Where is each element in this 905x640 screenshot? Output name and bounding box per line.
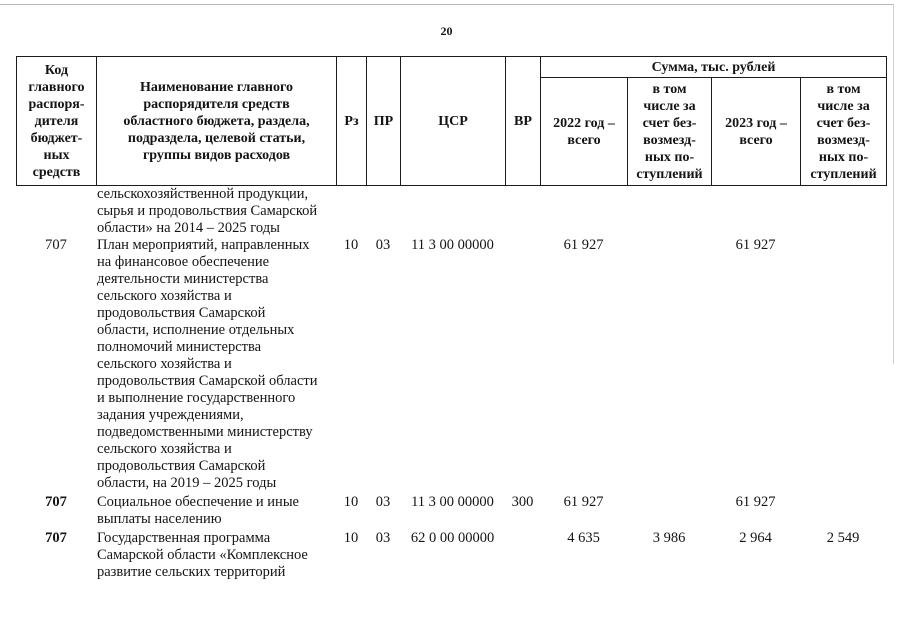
row-name: План мероприятий, направленных на финансовое обеспечение деятельности министерства сельского хозяйства и продовольствия Самарской области, исполнение отдельных полномочий министерства сельского хозяйства и продовольствия Самарской области и выполнение государственного задания учреждениями, подведомственными министерству сельского хозяйства и продовольствия Самарской области, на 2019 – 2025 годы bbox=[97, 237, 318, 491]
row-vr: 300 bbox=[511, 494, 534, 510]
row-code: 707 bbox=[45, 237, 67, 253]
row-gratuitous-2023 bbox=[800, 237, 886, 492]
row-total-2023 bbox=[711, 186, 800, 237]
row-csr: 62 0 00 00000 bbox=[410, 530, 495, 546]
row-csr bbox=[400, 186, 505, 237]
row-code: 707 bbox=[45, 530, 67, 546]
table-row bbox=[16, 530, 886, 581]
row-total-2022: 4 635 bbox=[567, 530, 600, 546]
row-csr: 11 3 00 00000 bbox=[411, 494, 494, 510]
row-gratuitous-2023: 2 549 bbox=[826, 530, 860, 546]
page-number: 20 bbox=[440, 24, 453, 38]
row-name: Социальное обеспечение и иные выплаты населению bbox=[97, 494, 299, 527]
header-name: Наименование главного распорядителя средств областного бюджета, раздела, подраздела, целевой статьи, группы видов расходов bbox=[97, 57, 337, 186]
row-csr: 11 3 00 00000 bbox=[411, 237, 494, 253]
row-total-2023: 61 927 bbox=[735, 237, 776, 253]
header-amount-group: Сумма, тыс. рублей bbox=[541, 57, 887, 78]
row-gratuitous-2023 bbox=[800, 186, 886, 237]
row-code: 707 bbox=[45, 494, 67, 510]
header-rz: Рз bbox=[337, 57, 367, 186]
row-rz: 10 bbox=[343, 494, 359, 510]
header-pr: ПР bbox=[367, 57, 401, 186]
table-body bbox=[16, 0, 886, 640]
row-vr bbox=[505, 186, 540, 237]
row-total-2022 bbox=[540, 186, 627, 237]
row-pr: 03 bbox=[375, 237, 391, 253]
row-rz bbox=[336, 186, 366, 237]
row-total-2022: 61 927 bbox=[563, 494, 604, 510]
row-gratuitous-2022 bbox=[627, 237, 711, 492]
row-gratuitous-2022: 3 986 bbox=[652, 530, 686, 546]
table-row bbox=[16, 494, 886, 528]
row-pr: 03 bbox=[375, 494, 391, 510]
header-gratuitous-2022: в том числе за счет без- возмезд- ных по- ступлений bbox=[628, 78, 712, 186]
row-total-2023: 61 927 bbox=[735, 494, 776, 510]
scan-edge-right bbox=[893, 4, 894, 364]
row-name: Государственная программа Самарской области «Комплексное развитие сельских территорий bbox=[97, 530, 308, 580]
row-pr: 03 bbox=[375, 530, 391, 546]
header-gratuitous-2023: в том числе за счет без- возмезд- ных по- ступлений bbox=[801, 78, 887, 186]
row-pr bbox=[366, 186, 400, 237]
row-total-2023: 2 964 bbox=[739, 530, 772, 546]
row-rz: 10 bbox=[343, 237, 359, 253]
row-gratuitous-2023 bbox=[800, 494, 886, 528]
row-code bbox=[16, 186, 96, 237]
header-total-2023: 2023 год – всего bbox=[712, 78, 801, 186]
table-row bbox=[16, 186, 886, 237]
header-total-2022: 2022 год – всего bbox=[541, 78, 628, 186]
row-rz: 10 bbox=[343, 530, 359, 546]
header-vr: ВР bbox=[506, 57, 541, 186]
row-name: сельскохозяйственной продукции, сырья и продовольствия Самарской области» на 2014 – 2025 годы bbox=[97, 186, 318, 236]
row-vr bbox=[505, 237, 540, 492]
row-total-2022: 61 927 bbox=[563, 237, 604, 253]
header-code: Код главного распоря- дителя бюджет- ных средств bbox=[17, 57, 97, 186]
row-gratuitous-2022 bbox=[627, 494, 711, 528]
header-csr: ЦСР bbox=[401, 57, 506, 186]
row-vr bbox=[505, 530, 540, 581]
row-gratuitous-2022 bbox=[627, 186, 711, 237]
table-row bbox=[16, 237, 886, 492]
